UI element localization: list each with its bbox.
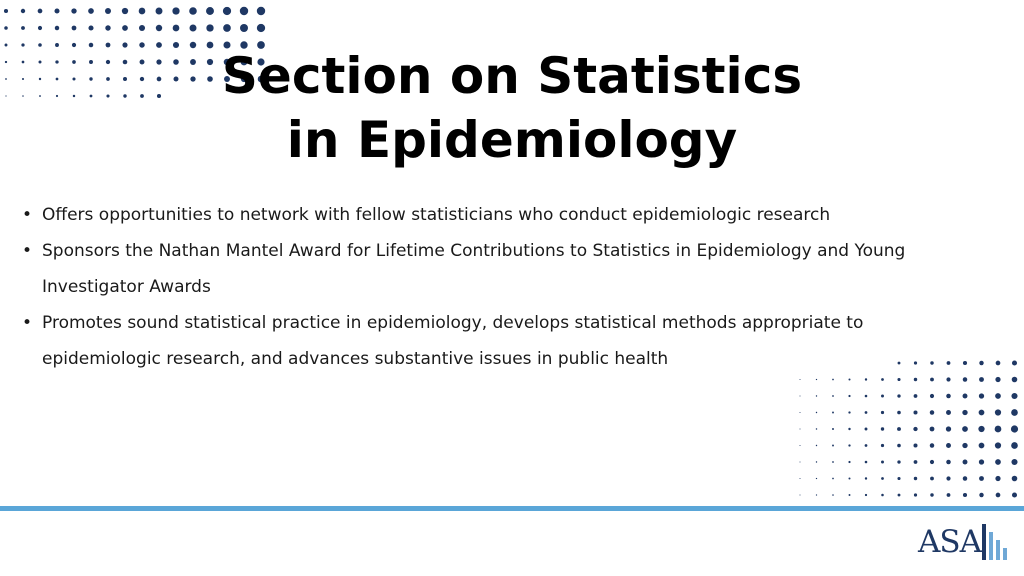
bullet-item xyxy=(22,233,982,305)
bullet-marker: • xyxy=(22,313,33,333)
slide-title-line-1: Section on Statistics xyxy=(221,47,803,105)
asa-logo-wordmark: ASA xyxy=(918,524,982,560)
bullet-text: Sponsors the Nathan Mantel Award for Lifetime Contributions to Statistics in Epidemiology and Young Investigator Awards xyxy=(42,241,906,297)
slide-title xyxy=(0,44,1024,172)
footer-accent-rule xyxy=(0,506,1024,511)
bullet-text: Promotes sound statistical practice in epidemiology, develops statistical methods appropriate to epidemiologic research, and advances substantive issues in public health xyxy=(42,313,864,369)
bullet-marker: • xyxy=(22,205,33,225)
slide-title-line-2: in Epidemiology xyxy=(286,111,738,169)
bar-chart-icon xyxy=(978,520,1018,564)
bullet-item xyxy=(22,305,982,377)
bullet-list xyxy=(22,197,982,377)
bullet-text: Offers opportunities to network with fellow statisticians who conduct epidemiologic research xyxy=(42,205,831,225)
decorative-dot-pattern-bottom-right xyxy=(790,355,1024,505)
asa-logo xyxy=(918,520,1018,564)
bullet-item xyxy=(22,197,982,233)
bullet-marker: • xyxy=(22,241,33,261)
